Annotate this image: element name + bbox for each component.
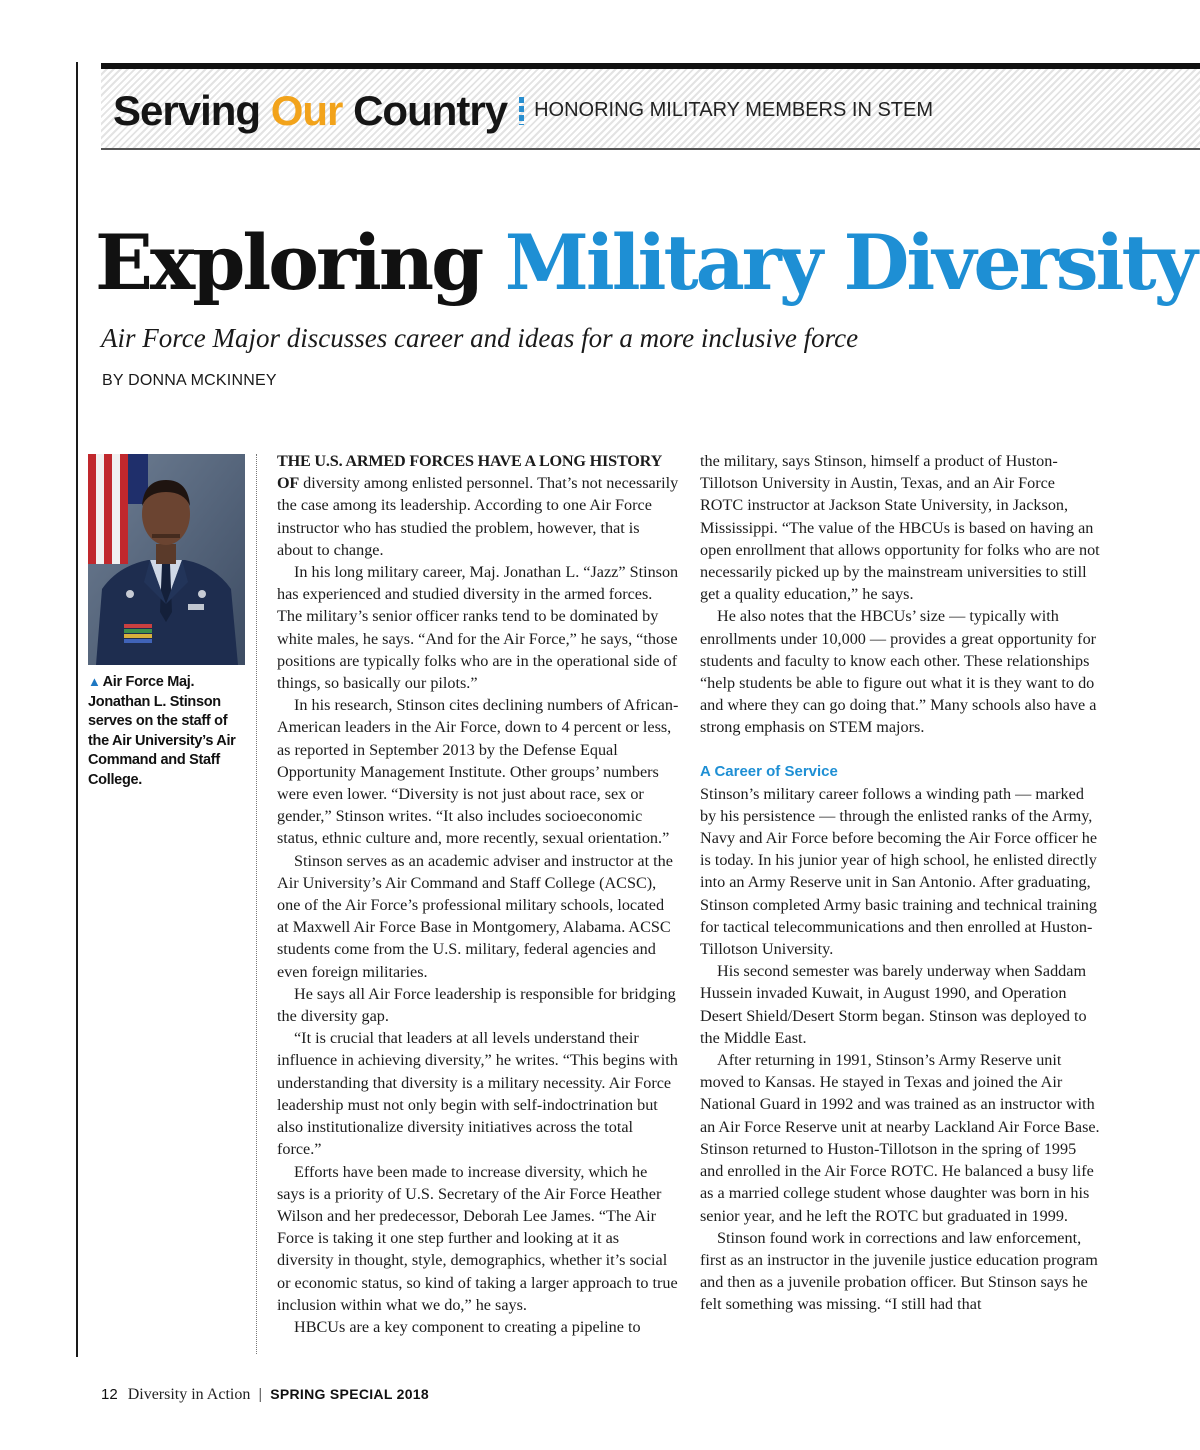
- up-triangle-icon: ▲: [88, 674, 101, 689]
- body-paragraph: He says all Air Force leadership is responsible for bridging the diversity gap.: [277, 984, 676, 1026]
- kicker-word-1: Serving: [113, 87, 261, 134]
- body-paragraph: Stinson serves as an academic adviser and instructor at the Air University’s Air Command and Staff College (ACSC), one of the Air Force’s professional military schools, located at Maxwell Air Force Base in Montgomery, Alabama. ACSC students come from the U.S. military, federal agencies and even foreign militaries.: [277, 851, 673, 981]
- page-footer: [101, 1383, 429, 1406]
- section-header: [101, 63, 1200, 150]
- magazine-name: Diversity in Action: [127, 1386, 251, 1403]
- title-part-1: Exploring: [95, 218, 482, 307]
- photo-caption: [88, 672, 238, 790]
- body-paragraph: [277, 450, 679, 561]
- body-paragraph: His second semester was barely underway when Saddam Hussein invaded Kuwait, in August 1990, and Operation Desert Shield/Desert Storm began. Stinson was deployed to the Middle East.: [700, 962, 1087, 1047]
- body-paragraph: HBCUs are a key component to creating a pipeline to: [294, 1317, 641, 1336]
- caption-text: Air Force Maj. Jonathan L. Stinson serves on the staff of the Air University’s Air Command and Staff College.: [88, 674, 236, 788]
- body-paragraph: the military, says Stinson, himself a product of Huston-Tillotson University in Austin, Texas, and an Air Force ROTC instructor at Jackson State University, in Jackson, Mississippi. “The value of the HBCUs is based on having an open enrollment that allows opportunity for folks who are not necessarily picked up by the mainstream universities to still get a quality education,” he says.: [700, 452, 1100, 604]
- page-number: 12: [101, 1386, 118, 1403]
- article-byline: BY DONNA MCKINNEY: [102, 372, 277, 389]
- section-label: HONORING MILITARY MEMBERS IN STEM: [534, 98, 934, 121]
- body-column-2: [700, 450, 1102, 1316]
- body-paragraph: He also notes that the HBCUs’ size — typically with enrollments under 10,000 — provides a great opportunity for students and faculty to know each other. These relationships “help students be able to figure out what it is they want to do and where they can go doing that.” Many schools also have a strong emphasis on STEM majors.: [700, 607, 1097, 737]
- body-paragraph: Stinson’s military career follows a winding path — marked by his persistence — through the enlisted ranks of the Army, Navy and Air Force before becoming the Air Force officer he is today. In his junior year of high school, he enlisted directly into an Army Reserve unit in San Antonio. After graduating, Stinson completed Army basic training and technical training for tactical telecommunications and then enrolled at Huston-Tillotson University.: [700, 784, 1098, 959]
- body-paragraph: “It is crucial that leaders at all levels understand their influence in achieving diversity,” he writes. “This begins with understanding that diversity is a military necessity. Air Force leadership must not only begin with self-indoctrination but also institutionalize diversity initiatives across the total force.”: [277, 1029, 678, 1159]
- section-kicker: [113, 87, 933, 138]
- body-paragraph: After returning in 1991, Stinson’s Army Reserve unit moved to Kansas. He stayed in Texas and joined the Air National Guard in 1992 and was trained as an instructor with an Air Force Reserve unit at nearby Lackland Air Force Base. Stinson returned to Huston-Tillotson in the spring of 1995 and enrolled in the Air Force ROTC. He balanced a busy life as a married college student whose daughter was born in his senior year, and he left the ROTC but graduated in 1999.: [700, 1051, 1100, 1225]
- dotted-divider: [519, 97, 524, 125]
- footer-separator: |: [258, 1386, 263, 1403]
- lead-in: THE U.S. ARMED FORCES HAVE A LONG HISTORY OF: [277, 452, 662, 493]
- article-deck: Air Force Major discusses career and ideas for a more inclusive force: [101, 323, 859, 353]
- column-divider: [256, 454, 257, 1354]
- portrait-photo: [88, 454, 245, 665]
- kicker-word-3: Country: [353, 87, 508, 134]
- article-title: [95, 215, 1195, 311]
- issue-name: SPRING SPECIAL 2018: [270, 1386, 429, 1402]
- body-paragraph: In his long military career, Maj. Jonathan L. “Jazz” Stinson has experienced and studied diversity in the armed forces. The military’s senior officer ranks tend to be dominated by white males, he says. “And for the Air Force,” he says, “those positions are typically folks who are in the operational side of things, so basically our pilots.”: [277, 563, 679, 693]
- body-paragraph: Stinson found work in corrections and law enforcement, first as an instructor in the juvenile justice education program and then as a juvenile probation officer. But Stinson says he felt something was missing. “I still had that: [700, 1228, 1098, 1314]
- paragraph-text: diversity among enlisted personnel. That’s not necessarily the case among its leadership. According to one Air Force instructor who has studied the problem, however, that is about to change.: [277, 474, 679, 559]
- body-column-1: [277, 450, 679, 1338]
- kicker-word-2: Our: [270, 87, 343, 134]
- margin-rule: [76, 62, 78, 1357]
- title-part-2: Military Diversity: [504, 218, 1195, 307]
- body-paragraph: Efforts have been made to increase diversity, which he says is a priority of U.S. Secretary of the Air Force Heather Wilson and her predecessor, Deborah Lee James. “The Air Force is taking it one step further and looking at it as diversity in thought, style, demographics, whether it’s social or economic status, so kind of taking a larger approach to true inclusion within what we do,” he says.: [277, 1162, 678, 1314]
- body-paragraph: In his research, Stinson cites declining numbers of African-American leaders in the Air Force, down to 4 percent or less, as reported in September 2013 by the Defense Equal Opportunity Management Institute. Other groups’ numbers were even lower. “Diversity is not just about race, sex or gender,” Stinson writes. “It also includes socioeconomic status, ethnic culture and, more recently, sexual orientation.”: [277, 696, 679, 848]
- section-subhead: A Career of Service: [700, 762, 838, 780]
- header-rule: [101, 148, 1200, 150]
